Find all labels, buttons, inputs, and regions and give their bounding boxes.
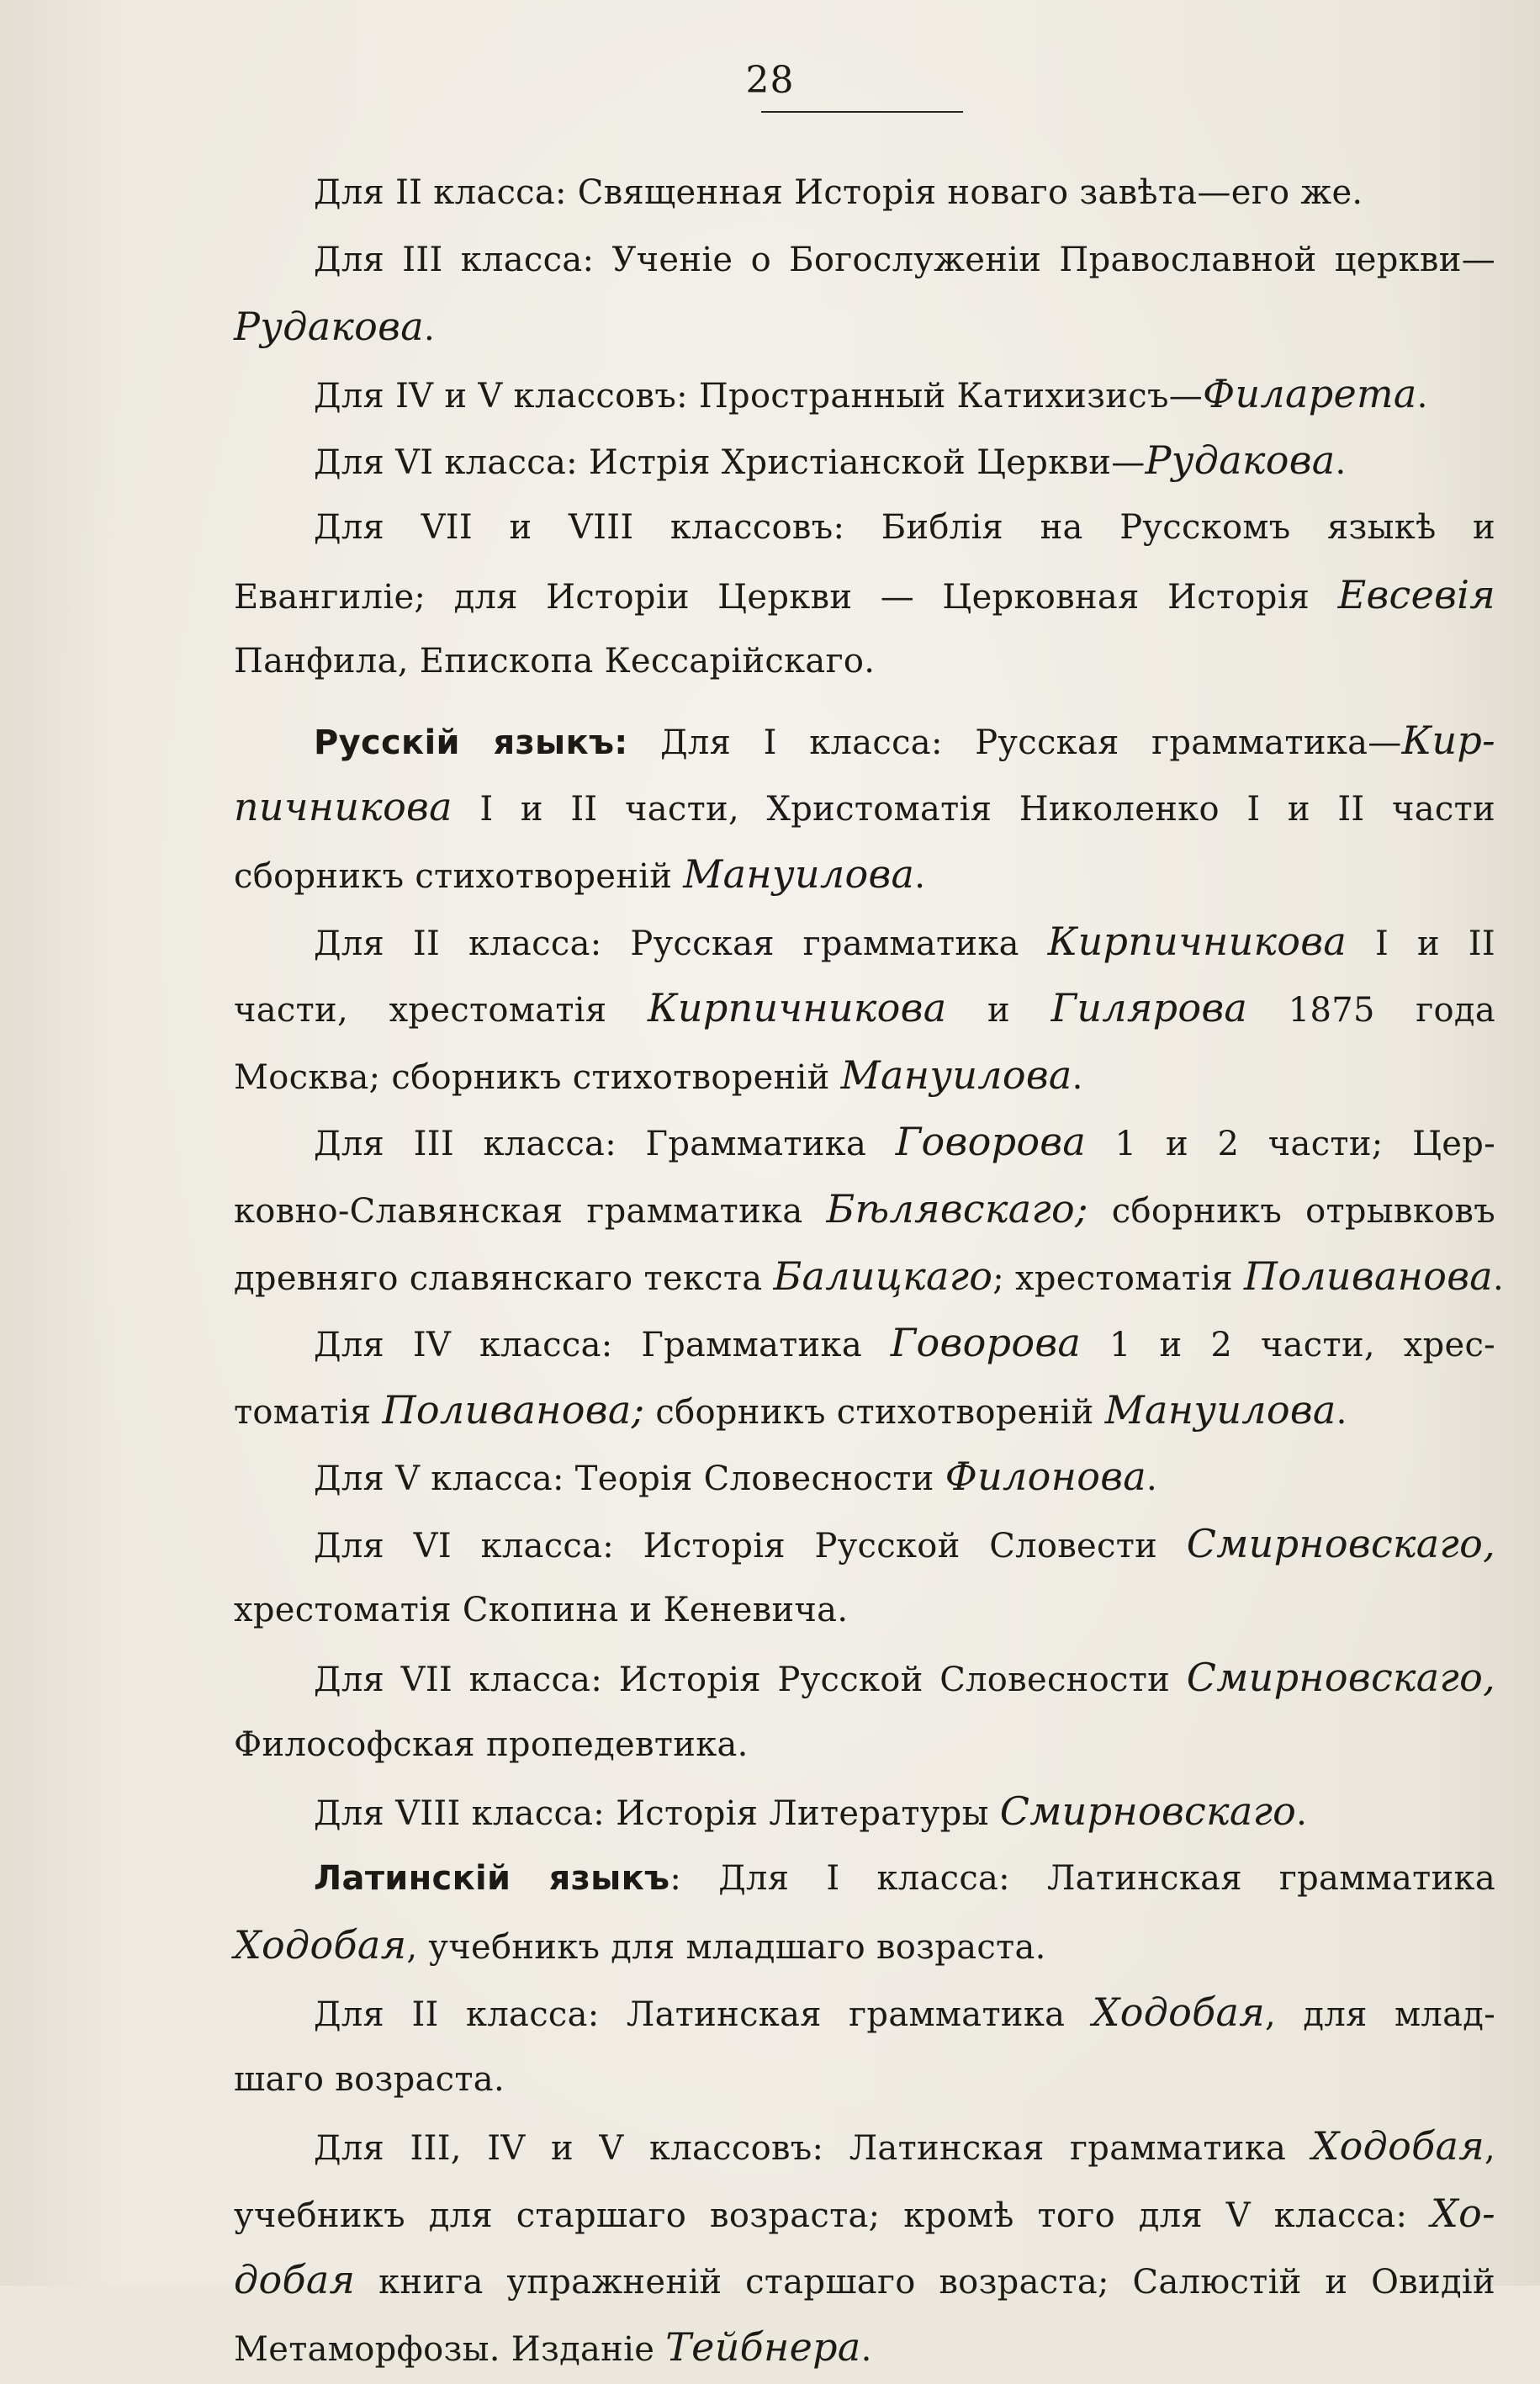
- text-line: [234, 2314, 1495, 2381]
- text-line: [234, 1042, 1495, 1110]
- italic-author-name: пичникова: [234, 784, 452, 830]
- text-segment: 1875 года: [1247, 991, 1495, 1030]
- page-number: 28: [745, 59, 795, 102]
- text-segment: части, хрестоматія: [234, 991, 648, 1030]
- text-segment: .: [1072, 1057, 1083, 1097]
- text-segment: Для VIII класса: Исторія Литературы: [314, 1794, 1000, 1834]
- text-segment: .: [1146, 1460, 1158, 1499]
- text-segment: .: [914, 856, 926, 896]
- italic-author-name: Евсевія: [1337, 571, 1495, 617]
- text-segment: древняго славянскаго текста: [234, 1258, 774, 1298]
- text-segment: сборникъ отрывковъ: [1088, 1191, 1495, 1231]
- text-segment: ,: [1484, 2129, 1495, 2169]
- body-text: [234, 160, 1505, 2381]
- text-line: [234, 1645, 1495, 1712]
- italic-author-name: Филонова: [945, 1454, 1146, 1500]
- text-line: [234, 227, 1495, 294]
- text-segment: Философская пропедевтика.: [234, 1724, 749, 1764]
- text-segment: Для VI класса: Исторія Русской Словести: [314, 1526, 1187, 1565]
- text-segment: Для V класса: Теорія Словесности: [314, 1460, 945, 1499]
- italic-author-name: Смирновскаго: [999, 1788, 1297, 1835]
- text-segment: 1 и 2 части, хрес-: [1081, 1326, 1495, 1365]
- italic-author-name: Говорова: [895, 1119, 1087, 1165]
- text-segment: .: [423, 310, 435, 349]
- italic-author-name: Бѣлявскаго;: [826, 1185, 1088, 1232]
- italic-author-name: Тейбнера: [665, 2324, 861, 2370]
- italic-author-name: Смирновскаго,: [1186, 1520, 1495, 1566]
- text-segment: .: [1493, 1258, 1505, 1298]
- text-segment: .: [1336, 1392, 1347, 1432]
- text-segment: .: [1416, 376, 1428, 416]
- text-segment: Для III класса: Грамматика: [314, 1125, 896, 1164]
- text-segment: книга упражненій старшаго возраста; Салюстій и Овидій: [355, 2263, 1495, 2302]
- text-segment: , учебникъ для младшаго возраста.: [406, 1928, 1046, 1968]
- text-line: [234, 841, 1495, 909]
- italic-author-name: Поливанова: [1243, 1253, 1494, 1299]
- bold-subject-heading: Латинскій языкъ: [314, 1858, 670, 1898]
- text-segment: I и II: [1347, 924, 1495, 963]
- text-line: [234, 1979, 1495, 2047]
- italic-author-name: Говорова: [890, 1320, 1082, 1366]
- text-line: [234, 495, 1495, 562]
- text-segment: сборникъ стихотвореній: [234, 856, 684, 896]
- text-segment: Евангиліе; для Исторіи Церкви — Церковная Исторія: [234, 577, 1338, 617]
- text-segment: Для VI класса: Истрія Христіанской Церкви—: [314, 443, 1146, 483]
- text-segment: Для I класса: Русская грамматика—: [627, 723, 1402, 762]
- text-line: [234, 1778, 1495, 1846]
- text-line: [234, 628, 1495, 696]
- text-segment: Метаморфозы. Изданіе: [234, 2330, 666, 2369]
- text-segment: шаго возраста.: [234, 2059, 505, 2099]
- text-segment: Для IV класса: Грамматика: [314, 1326, 891, 1365]
- text-line: [234, 1712, 1495, 1779]
- text-segment: Панфила, Епископа Кессарійскаго.: [234, 642, 876, 681]
- italic-author-name: Кирпичникова: [1047, 918, 1347, 964]
- text-segment: : Для I класса: Латинская грамматика: [669, 1858, 1496, 1898]
- text-line: [234, 774, 1495, 841]
- page-number-rule: [761, 111, 963, 113]
- text-segment: Для III класса: Ученіе о Богослуженіи Православной церкви—: [314, 240, 1495, 279]
- text-line: [234, 160, 1495, 227]
- italic-author-name: Смирновскаго,: [1186, 1655, 1495, 1701]
- text-segment: учебникъ для старшаго возраста; кромѣ того для V класса:: [234, 2196, 1432, 2235]
- text-line: [234, 2180, 1495, 2248]
- text-segment: томатія: [234, 1392, 383, 1432]
- text-segment: .: [1296, 1794, 1308, 1834]
- text-segment: Для VII и VIII классовъ: Библія на Русскомъ языкѣ и: [314, 507, 1495, 547]
- text-line: [234, 975, 1495, 1042]
- text-line: [234, 562, 1495, 629]
- text-segment: ; хрестоматія: [992, 1258, 1244, 1298]
- text-segment: сборникъ стихотвореній: [644, 1392, 1105, 1432]
- text-segment: и: [946, 991, 1051, 1030]
- text-line: [234, 2113, 1495, 2180]
- text-segment: Для II класса: Латинская грамматика: [314, 1995, 1093, 2035]
- text-segment: .: [860, 2330, 872, 2369]
- text-segment: Для II класса: Русская грамматика: [314, 924, 1048, 963]
- italic-author-name: Рудакова: [234, 304, 424, 350]
- italic-author-name: Кирпичникова: [648, 985, 947, 1031]
- italic-author-name: Мануилова: [840, 1052, 1072, 1098]
- text-segment: Для II класса: Священная Исторія новаго завѣта—его же.: [314, 173, 1363, 212]
- italic-author-name: Рудакова: [1145, 437, 1336, 484]
- text-line: [234, 1176, 1495, 1243]
- text-line: [234, 909, 1495, 976]
- text-segment: Для III, IV и V классовъ: Латинская грамматика: [314, 2129, 1312, 2169]
- text-segment: Для IV и V классовъ: Пространный Катихизисъ—: [314, 376, 1203, 416]
- text-segment: хрестоматія Скопина и Кеневича.: [234, 1591, 849, 1630]
- text-line: [234, 1377, 1495, 1444]
- text-line: [234, 2047, 1495, 2114]
- text-segment: Москва; сборникъ стихотвореній: [234, 1057, 841, 1097]
- text-line: [234, 707, 1495, 775]
- text-segment: .: [1335, 443, 1347, 483]
- text-line: [234, 1511, 1495, 1578]
- italic-author-name: Кир-: [1401, 717, 1495, 763]
- bold-subject-heading: Русскій языкъ:: [314, 723, 628, 762]
- text-segment: ковно-Славянская грамматика: [234, 1191, 827, 1231]
- italic-author-name: Ходобая: [234, 1922, 407, 1968]
- italic-author-name: добая: [234, 2257, 356, 2303]
- text-line: [234, 1310, 1495, 1377]
- italic-author-name: Балицкаго: [773, 1253, 993, 1299]
- italic-author-name: Филарета: [1203, 370, 1417, 416]
- text-line: [234, 1243, 1505, 1311]
- text-line: [234, 1109, 1495, 1176]
- text-line: [234, 427, 1495, 495]
- text-line: [234, 294, 1495, 361]
- text-segment: Для VII класса: Исторія Русской Словесности: [314, 1661, 1187, 1700]
- text-line: [234, 1846, 1495, 1913]
- italic-author-name: Ходобая: [1311, 2123, 1484, 2169]
- text-line: [234, 2247, 1495, 2314]
- italic-author-name: Хо-: [1431, 2190, 1495, 2236]
- text-line: [234, 361, 1495, 428]
- italic-author-name: Мануилова: [683, 850, 915, 897]
- italic-author-name: Гилярова: [1050, 985, 1248, 1031]
- text-line: [234, 1444, 1495, 1511]
- text-line: [234, 1577, 1495, 1645]
- text-segment: , для млад-: [1265, 1995, 1496, 2035]
- text-segment: I и II части, Христоматія Николенко I и II части: [452, 790, 1495, 829]
- text-segment: 1 и 2 части; Цер-: [1086, 1125, 1496, 1164]
- italic-author-name: Ходобая: [1092, 1989, 1266, 2036]
- italic-author-name: Поливанова;: [382, 1386, 645, 1433]
- italic-author-name: Мануилова: [1104, 1386, 1336, 1433]
- text-line: [234, 1912, 1495, 1979]
